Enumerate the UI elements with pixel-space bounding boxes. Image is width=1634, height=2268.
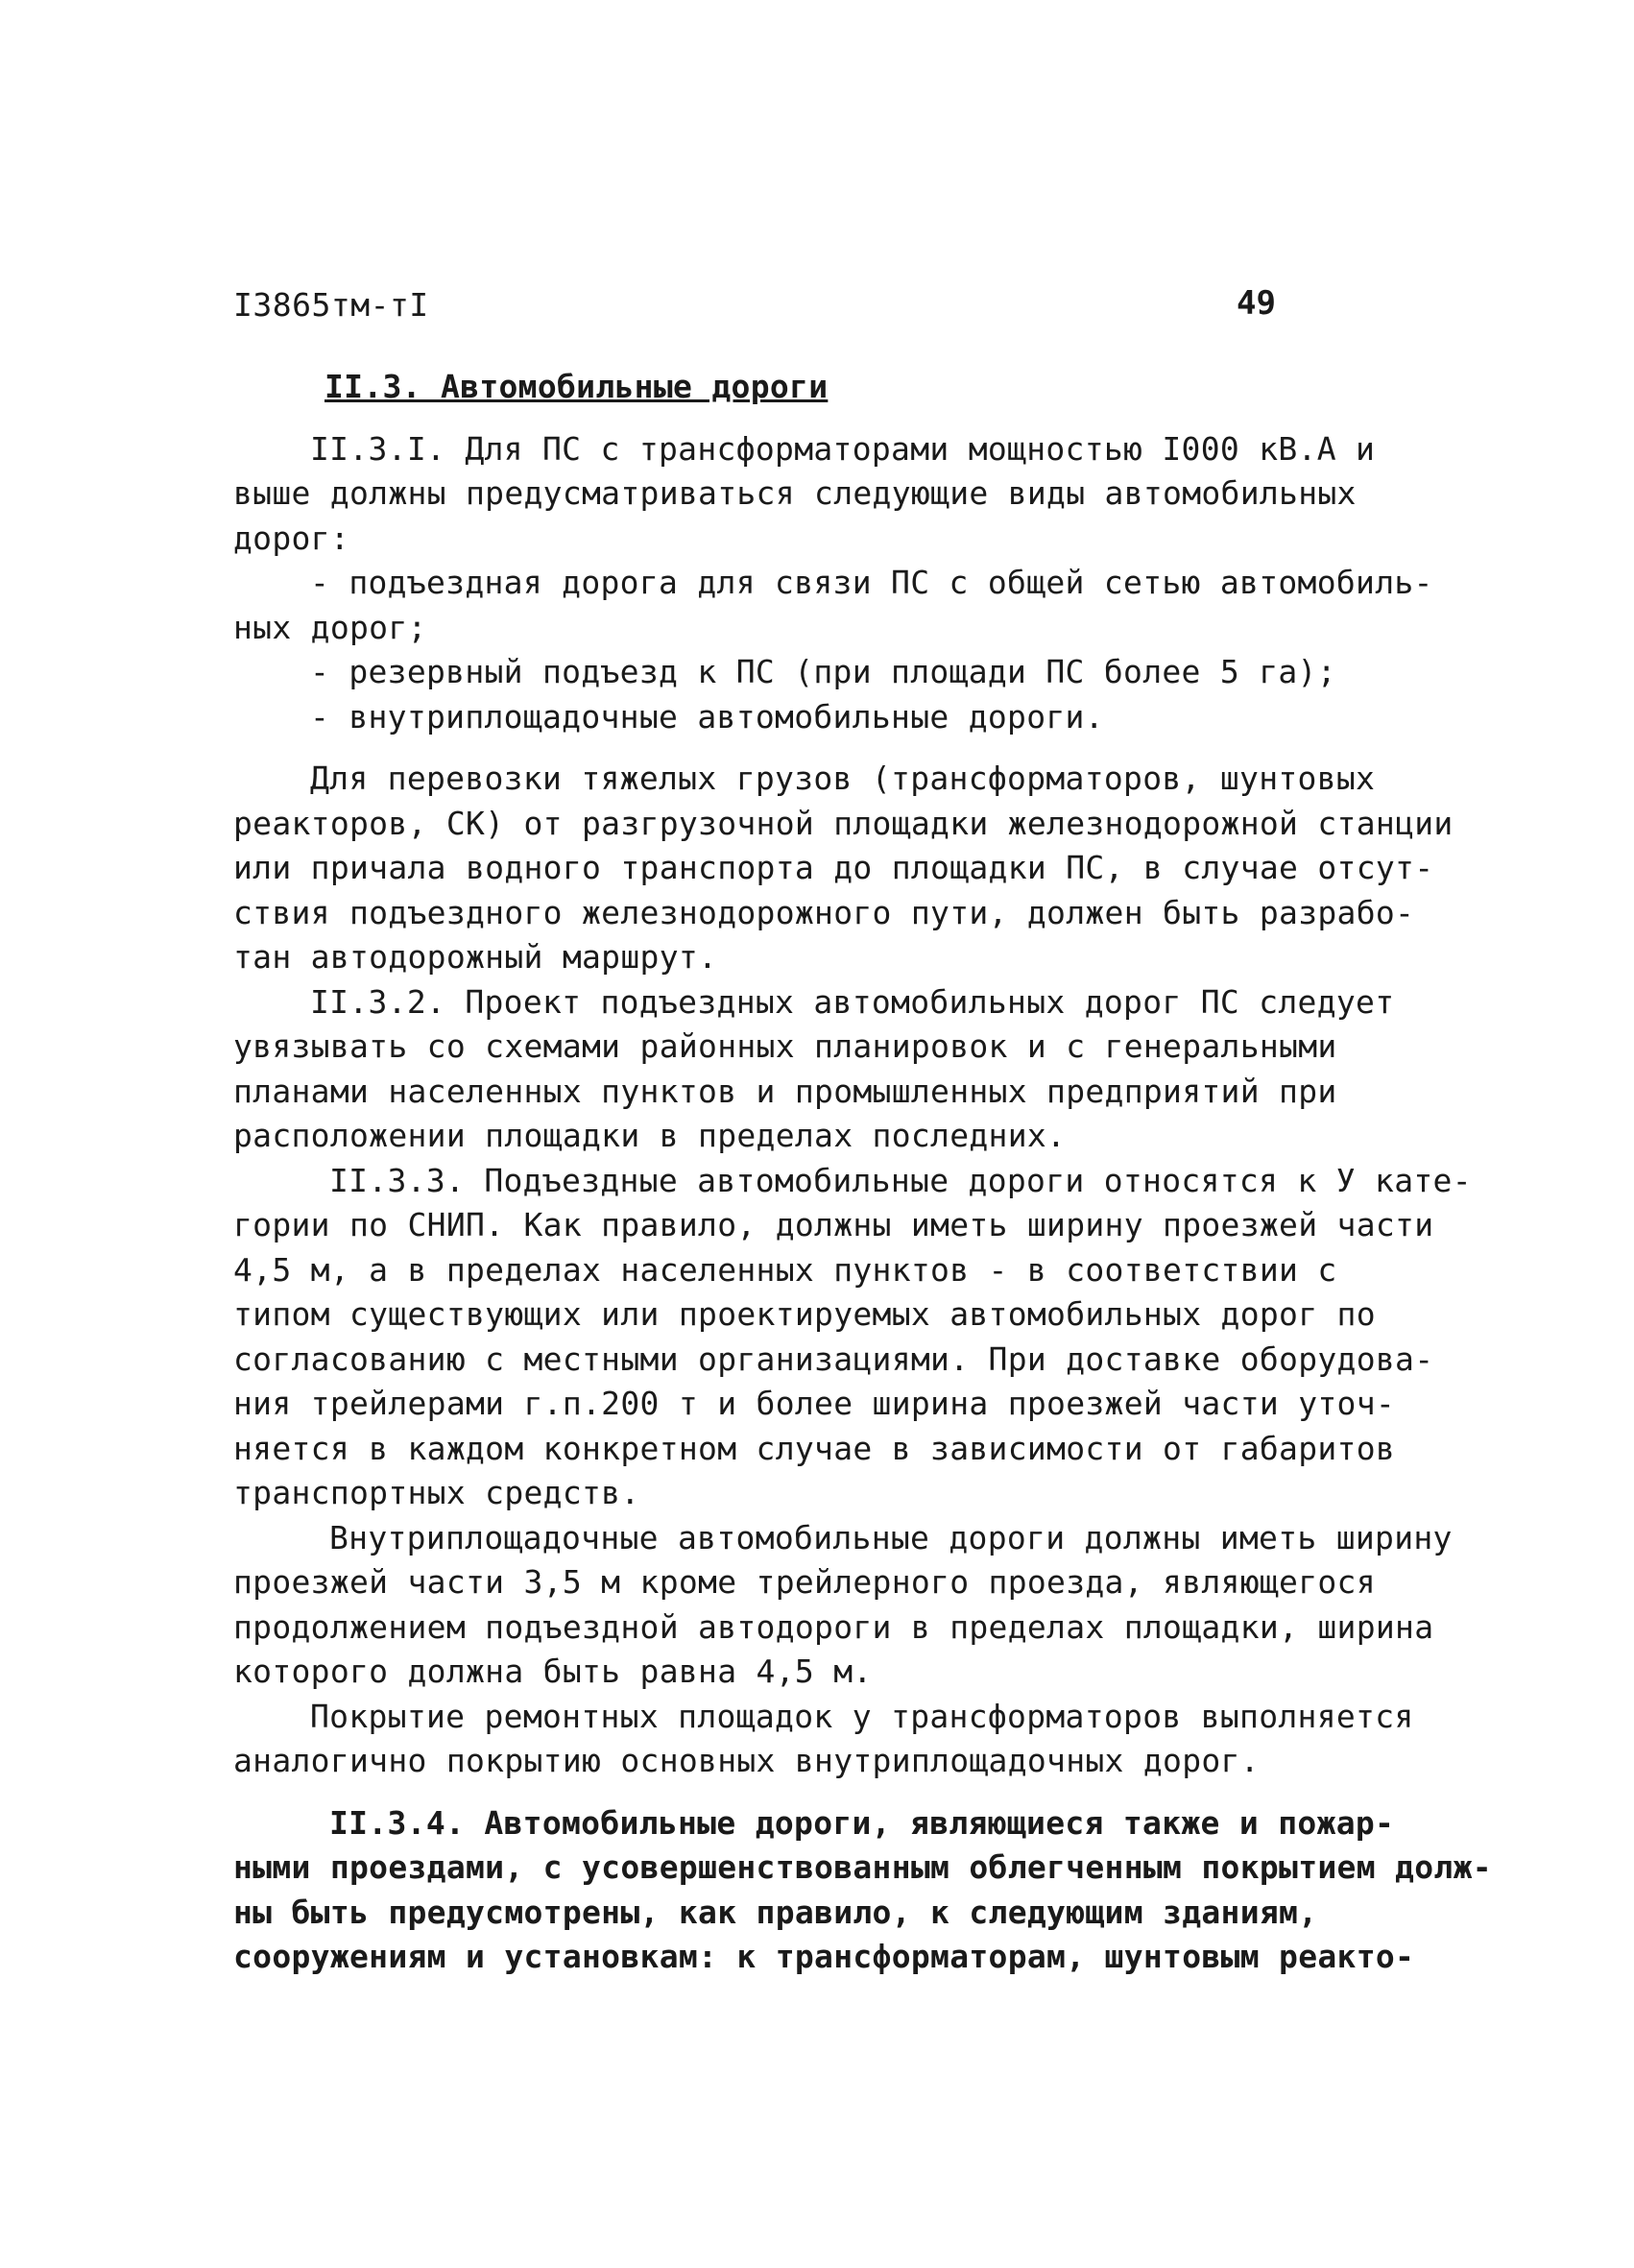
text-line: дорог: [233,519,350,557]
text-line: - подъездная дорога для связи ПС с общей сетью автомобиль- [310,564,1433,601]
text-line: II.3.4. Автомобильные дороги, являющиеся также и пожар- [329,1803,1395,1842]
text-line: реакторов, СК) от разгрузочной площадки железнодорожной станции [233,804,1454,842]
text-line: ных дорог; [233,608,427,646]
text-line: ными проездами, с усовершенствованным облегченным покрытием долж- [233,1848,1492,1886]
text-line: увязывать со схемами районных планировок и с генеральными [233,1027,1337,1065]
text-line: типом существующих или проектируемых автомобильных дорог по [233,1295,1376,1333]
text-line: которого должна быть равна 4,5 м. [233,1653,873,1690]
text-line: - резервный подъезд к ПС (при площади ПС более 5 га); [310,653,1336,690]
spacer [233,410,1414,427]
text-line: тан автодорожный маршрут. [233,938,718,976]
document-code: I3865тм-тI [233,286,429,324]
section-title: II.3. Автомобильные дороги [324,368,829,405]
text-line: ствия подъездного железнодорожного пути, должен быть разрабо- [233,893,1415,931]
text-line: транспортных средств. [233,1474,640,1511]
text-line: 4,5 м, а в пределах населенных пунктов - в соответствии с [233,1250,1337,1289]
text-line: продолжением подъездной автодороги в пределах площадки, ширина [233,1607,1434,1646]
body-text [233,365,1492,1980]
text-line: проезжей части 3,5 м кроме трейлерного проезда, являющегося [233,1563,1376,1601]
text-line: ния трейлерами г.п.200 т и более ширина проезжей части уточ- [233,1385,1396,1422]
spacer [233,1784,1414,1801]
text-line: сооружениям и установкам: к трансформаторам, шунтовым реакто- [233,1938,1415,1975]
text-line: аналогично покрытию основных внутриплощадочных дорог. [233,1742,1260,1779]
page-number: 49 [1237,284,1276,323]
text-line: II.3.2. Проект подъездных автомобильных дорог ПС следует [310,982,1395,1021]
text-line: согласованию с местными организациями. При доставке оборудова- [233,1339,1434,1378]
text-line: няется в каждом конкретном случае в зависимости от габаритов [233,1429,1396,1467]
text-line: расположении площадки в пределах последних. [233,1117,1067,1154]
text-line: гории по СНИП. Как правило, должны иметь ширину проезжей части [233,1206,1434,1243]
text-line: Внутриплощадочные автомобильные дороги должны иметь ширину [329,1518,1453,1556]
text-line: Покрытие ремонтных площадок у трансформаторов выполняется [310,1697,1414,1735]
text-line: II.3.3. Подъездные автомобильные дороги относятся к У кате- [329,1161,1472,1199]
text-line: планами населенных пунктов и промышленных предприятий при [233,1072,1337,1110]
text-line: или причала водного транспорта до площадки ПС, в случае отсут- [233,849,1434,886]
spacer [233,739,1414,757]
text-line: Для перевозки тяжелых грузов (трансформаторов, шунтовых [310,760,1376,797]
text-line: выше должны предусматриваться следующие виды автомобильных [233,474,1357,512]
text-line: II.3.I. Для ПС с трансформаторами мощностью I000 кВ.А и [310,429,1376,468]
text-line: ны быть предусмотрены, как правило, к следующим зданиям, [233,1893,1318,1931]
text-line: - внутриплощадочные автомобильные дороги. [310,697,1104,736]
